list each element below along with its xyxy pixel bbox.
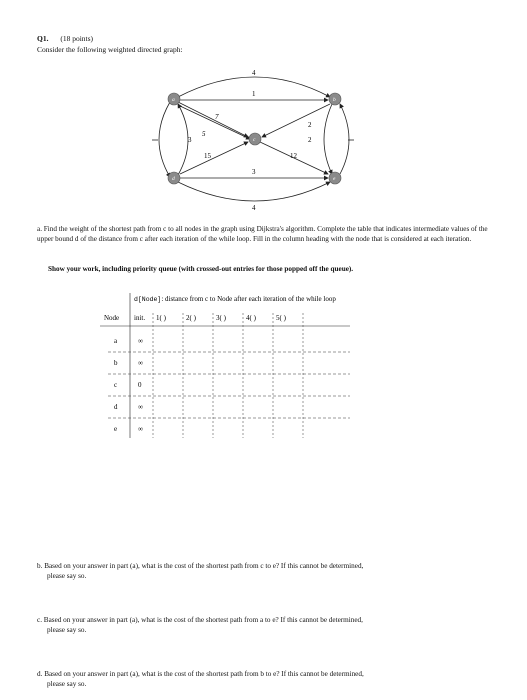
table-row-node: e [114,425,118,433]
table-row-node: b [114,359,118,367]
table-col-header: init. [134,314,146,322]
table-row-init-value: 0 [138,381,142,389]
edge-label-ab-top: 4 [252,69,256,77]
edge-label-be: 2 [308,136,312,144]
svg-text:e: e [333,176,336,182]
question-header [37,34,93,43]
part-b-question: b. Based on your answer in part (a), what is the cost of the shortest path from c to e? If this cannot be determined, please say so. [37,562,364,581]
table-caption-var: d[Node] [134,296,162,303]
edge-label-ac-2: 5 [202,130,206,138]
edge-label-ab: 1 [252,90,256,98]
svg-text:c: c [253,137,256,143]
table-row-init-value: ∞ [138,359,143,367]
question-intro: Consider the following weighted directed graph: [37,45,183,54]
node-c [249,133,261,145]
table-caption-text: : distance from c to Node after each iteration of the while loop [161,295,336,303]
edge-label-ce: 12 [290,152,297,160]
part-a-instruction: Show your work, including priority queue (with crossed-out entries for those popped off the queue). [48,265,354,273]
svg-text:d: d [172,176,175,182]
edge-d-c [180,142,248,174]
question-points: (18 points) [60,34,94,43]
table-col-header: 5( ) [276,314,286,322]
table-col-header: 2( ) [186,314,196,322]
edge-label-ac-1: 7 [215,113,219,121]
edge-label-bc: 2 [308,121,312,129]
edge-label-de: 3 [252,168,256,176]
svg-text:d[Node]: distance from c to No [134,295,336,303]
table-col-header: 1( ) [156,314,166,322]
part-d-question: d. Based on your answer in part (a), what is the cost of the shortest path from b to e? If this cannot be determined, please say so. [37,670,364,689]
table-row-node: c [114,381,118,389]
edge-label-de-bottom: 4 [252,204,256,212]
edge-a-c-2 [180,106,250,139]
table-row-init-value: ∞ [138,337,143,345]
table-col-header: 3( ) [216,314,226,322]
svg-text:a: a [172,97,175,103]
edge-d-e-arc [178,182,330,201]
dijkstra-table [100,293,360,443]
edge-b-c [262,104,330,137]
table-col-header: 4( ) [246,314,256,322]
edge-label-dc: 15 [204,152,211,160]
node-b [329,93,341,105]
table-node-header: Node [104,314,120,322]
table-row-node: d [114,403,118,411]
edge-a-d-left [159,102,170,177]
node-e [329,172,341,184]
svg-text:b: b [333,97,336,103]
edge-a-c-1 [178,102,248,137]
part-a-text: a. Find the weight of the shortest path from c to all nodes in the graph using Dijkstra's algorithm. Complete the table that indicates intermediate values of the upper bound d of the distance from c after each iteration of the while loop. Fill in the column heading with the node that is considered at each iteration. [37,225,488,244]
edge-b-e-left [324,104,332,174]
question-number: Q1. [37,34,49,43]
table-row-init-value: ∞ [138,403,143,411]
part-c-question: c. Based on your answer in part (a), what is the cost of the shortest path from a to e? If this cannot be determined, please say so. [37,616,363,635]
edge-d-a-right [178,104,188,175]
edge-label-ad: 3 [188,136,192,144]
weighted-directed-graph [140,62,380,212]
node-d [168,172,180,184]
table-row-node: a [114,337,118,345]
edge-e-b-right [340,104,349,174]
node-a [168,93,180,105]
table-row-init-value: ∞ [138,425,143,433]
